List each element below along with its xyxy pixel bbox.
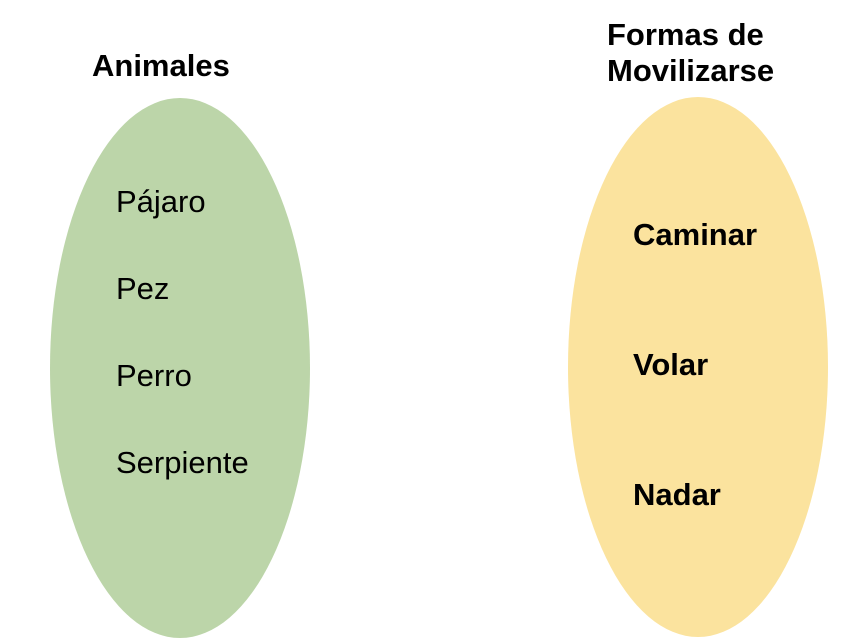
animals-title: Animales bbox=[92, 48, 230, 83]
movement-title: Formas de Movilizarse bbox=[607, 17, 775, 88]
movement-item-swim: Nadar bbox=[633, 477, 721, 512]
movement-item-fly: Volar bbox=[633, 347, 709, 382]
animal-item-dog: Perro bbox=[116, 358, 192, 393]
animal-item-snake: Serpiente bbox=[116, 445, 249, 480]
animal-item-fish: Pez bbox=[116, 271, 170, 306]
movement-item-walk: Caminar bbox=[633, 217, 758, 252]
animal-item-bird: Pájaro bbox=[116, 184, 206, 219]
